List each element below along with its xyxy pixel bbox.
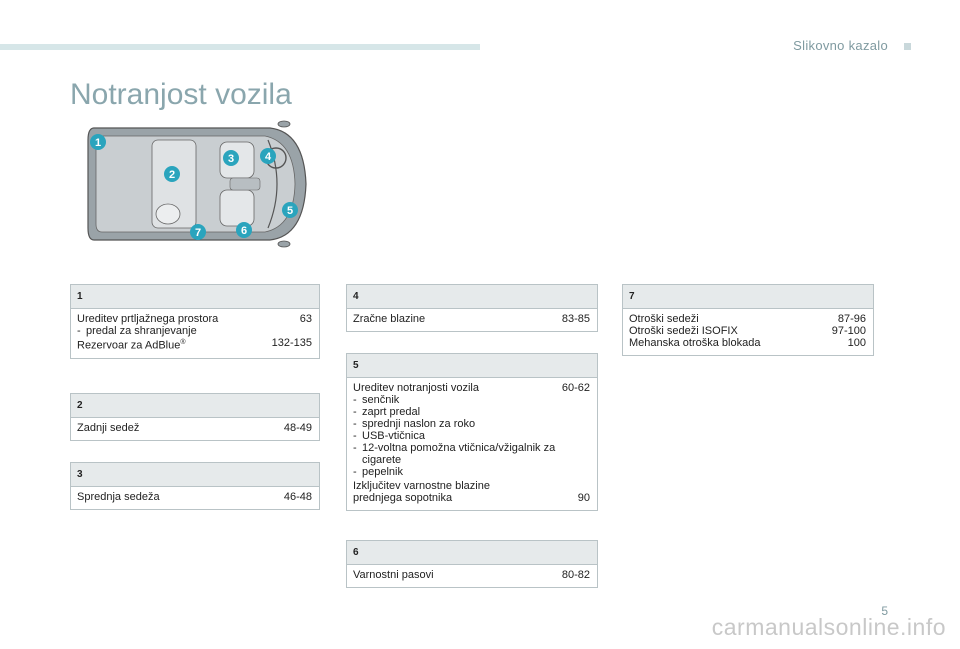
index-entry: Zračne blazine 83-85 — [353, 313, 590, 325]
svg-text:4: 4 — [264, 151, 272, 163]
index-entry: Otroški sedeži 87-96 — [629, 313, 866, 325]
index-box-6 — [346, 540, 598, 588]
index-box-2 — [70, 393, 320, 441]
box-number: 7 — [623, 285, 873, 309]
index-subentry: - predal za shranjevanje — [77, 325, 197, 337]
index-entry: Varnostni pasovi 80-82 — [353, 569, 590, 581]
car-interior-diagram — [80, 118, 312, 250]
index-subentry: - sprednji naslon za roko — [353, 418, 476, 430]
svg-text:5: 5 — [286, 205, 294, 217]
watermark: carmanualsonline.info — [711, 614, 946, 640]
index-entry: Otroški sedeži ISOFIX 97-100 — [629, 325, 866, 337]
index-box-4 — [346, 284, 598, 332]
diagram-badge-7 — [190, 224, 206, 240]
svg-text:7: 7 — [194, 227, 202, 239]
diagram-badge-3 — [223, 150, 239, 166]
svg-text:6: 6 — [240, 225, 248, 237]
box-number: 4 — [347, 285, 597, 309]
index-entry: Sprednja sedeža 46-48 — [77, 491, 312, 503]
top-accent-bar — [0, 44, 480, 50]
diagram-badge-4 — [260, 148, 276, 164]
diagram-badge-6 — [236, 222, 252, 238]
index-entry: Ureditev prtljažnega prostora 63 — [77, 313, 312, 325]
svg-text:1: 1 — [94, 137, 102, 149]
index-box-3 — [70, 462, 320, 510]
index-box-5 — [346, 353, 598, 511]
index-entry: prednjega sopotnika 90 — [353, 492, 590, 504]
index-entry-line: Izključitev varnostne blazine — [353, 480, 490, 492]
box-number: 5 — [347, 354, 597, 378]
index-box-7 — [622, 284, 874, 356]
index-entry: Zadnji sedež 48-49 — [77, 422, 312, 434]
page-title: Notranjost vozila — [70, 78, 292, 111]
page-number: 5 — [881, 604, 888, 618]
index-subentry: - USB-vtičnica — [353, 430, 425, 442]
box-number: 2 — [71, 394, 319, 418]
index-entry: Ureditev notranjosti vozila 60-62 — [353, 382, 590, 394]
index-subentry: - 12-voltna pomožna vtičnica/vžigalnik za — [353, 442, 556, 454]
index-box-1 — [70, 284, 320, 359]
index-subentry-continued: cigarete — [362, 454, 402, 466]
box-number: 1 — [71, 285, 319, 309]
index-subentry: - senčnik — [353, 394, 400, 406]
diagram-badge-2 — [164, 166, 180, 182]
section-header: Slikovno kazalo — [793, 38, 888, 53]
box-number: 6 — [347, 541, 597, 565]
index-subentry: - zaprt predal — [353, 406, 421, 418]
svg-text:2: 2 — [168, 169, 176, 181]
header-marker — [904, 43, 911, 50]
index-subentry: - pepelnik — [353, 466, 403, 478]
diagram-badge-1 — [90, 134, 106, 150]
box-number: 3 — [71, 463, 319, 487]
index-entry: Rezervoar za AdBlue® 132-135 — [77, 337, 312, 352]
svg-text:3: 3 — [227, 153, 235, 165]
index-entry: Mehanska otroška blokada 100 — [629, 337, 866, 349]
diagram-badge-5 — [282, 202, 298, 218]
